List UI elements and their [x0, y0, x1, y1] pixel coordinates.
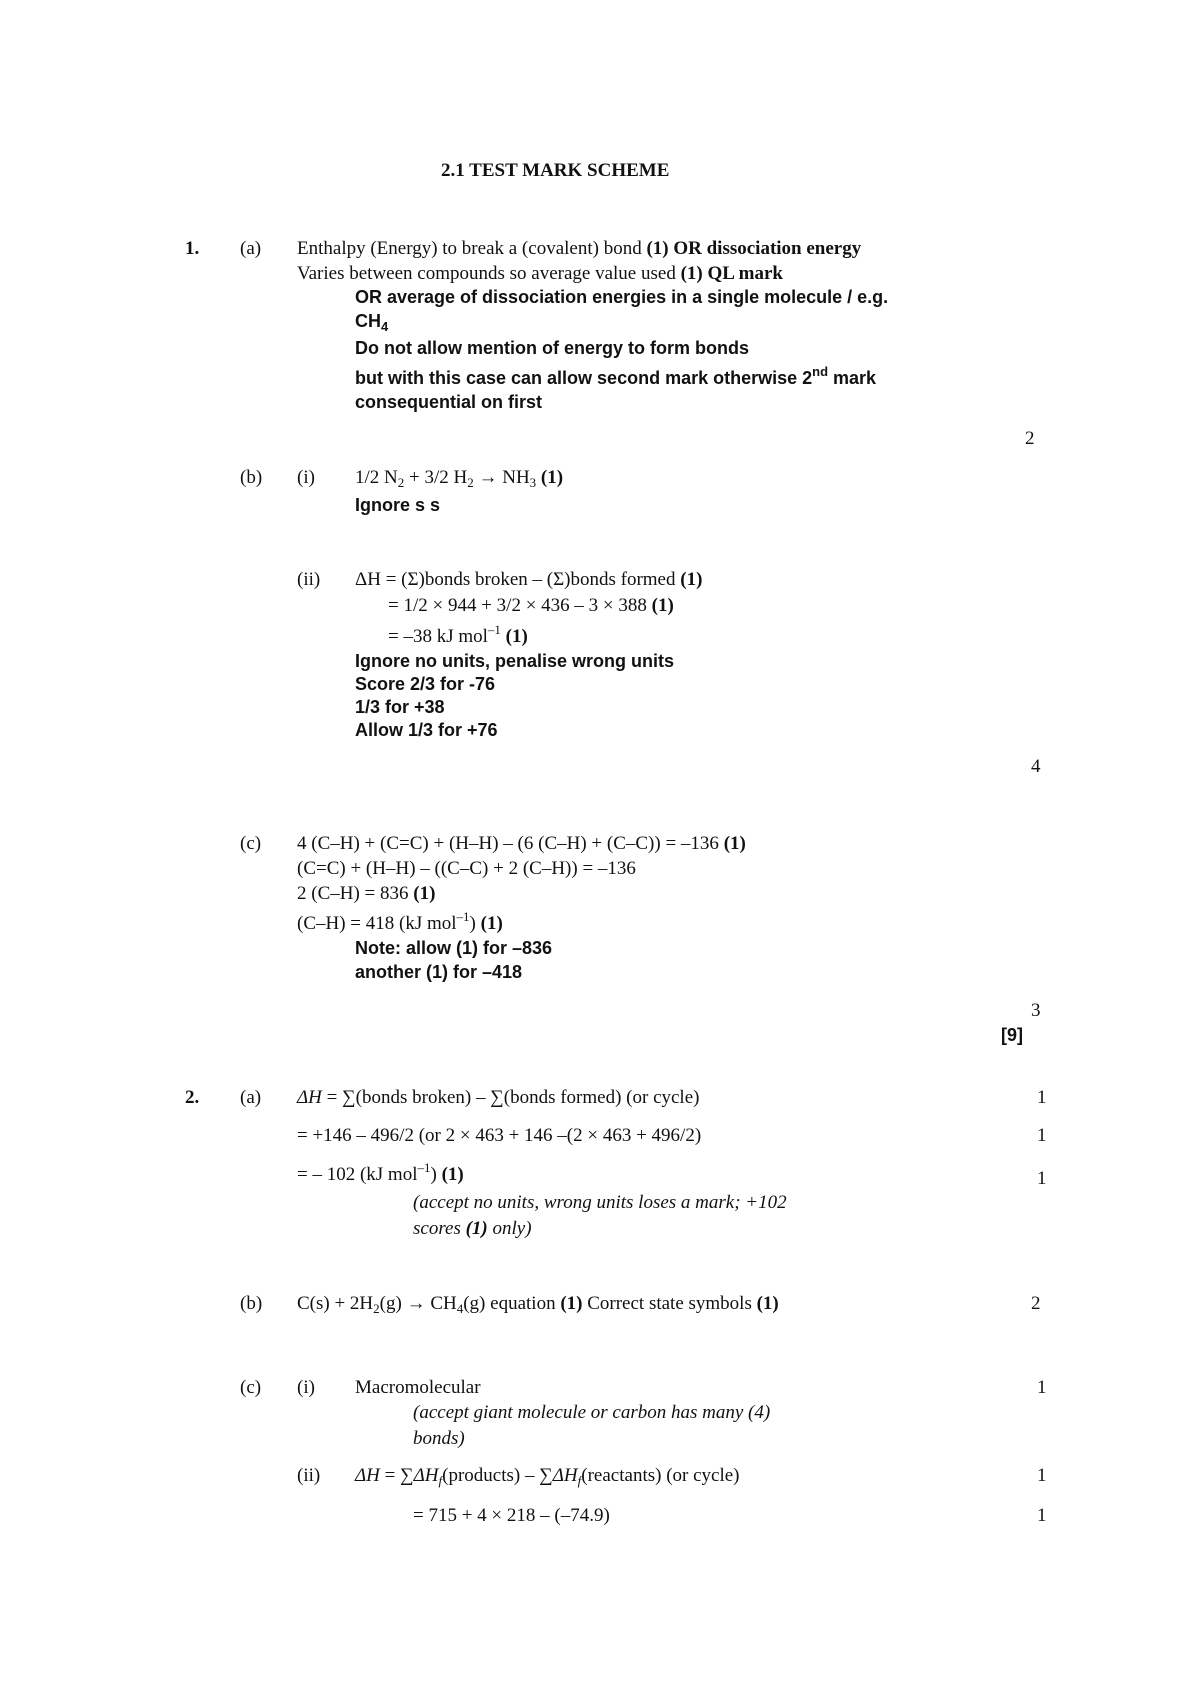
q2c-i-mark: 1: [1037, 1377, 1047, 1398]
q1b-ii-line1: ΔH = (Σ)bonds broken – (Σ)bonds formed (1): [355, 569, 703, 590]
q1c-note1: Note: allow (1) for –836: [355, 938, 553, 958]
q1c-line2: (C=C) + (H–H) – ((C–C) + 2 (C–H)) = –136: [297, 858, 636, 879]
q2a-line3: = – 102 (kJ mol$^{-1}$) (1): [297, 1160, 464, 1185]
q1b-i-label: (i): [297, 467, 315, 488]
q2a-label: (a): [240, 1087, 262, 1108]
q2a-note1: (accept no units, wrong units loses a mark; +102: [413, 1192, 787, 1213]
q1a-line1: Enthalpy (Energy) to break a (covalent) bond (1) OR dissociation energy: [297, 238, 862, 259]
q1c-label: (c): [240, 833, 262, 854]
q2b-marks: 2: [1031, 1293, 1041, 1314]
q2b-label: (b): [240, 1293, 263, 1314]
q1b-i-equation: 1/2 $N_2 + 3/2$ $H_2 \to NH_3$ (1): [355, 467, 564, 490]
q1b-i-note: Ignore s s: [355, 495, 441, 515]
q1b-ii-line3: = –38 kJ mol$^{-1}$ (1): [388, 622, 528, 647]
q2c-label: (c): [240, 1377, 262, 1398]
q2c-i-label: (i): [297, 1377, 315, 1398]
q2a-mark3: 1: [1037, 1168, 1047, 1189]
q1c-line4: (C–H) = 418 (kJ mol$^{-1}$) (1): [297, 909, 503, 934]
q1a-note1b: $CH_4$: [355, 311, 389, 334]
q1a-note4: consequential on first: [355, 392, 543, 412]
q2c-i-text: Macromolecular: [355, 1377, 481, 1398]
q1b-ii-line2: = 1/2 × 944 + 3/2 × 436 – 3 × 388 (1): [388, 595, 674, 616]
q1a-label: (a): [240, 238, 262, 259]
q1b-label: (b): [240, 467, 263, 488]
q1b-ii-note1: Ignore no units, penalise wrong units: [355, 651, 675, 671]
q1a-note1: OR average of dissociation energies in a single molecule / e.g.: [355, 287, 889, 307]
q2a-line1: ΔH = ∑(bonds broken) – ∑(bonds formed) (or cycle): [297, 1087, 700, 1108]
q2b-equation: $C(s) + 2H_2(g) \to CH_4(g)$ equation (1) Correct state symbols (1): [297, 1293, 779, 1316]
q1a-marks: 2: [1025, 428, 1035, 449]
q1c-line1: 4 (C–H) + (C=C) + (H–H) – (6 (C–H) + (C–C)) = –136 (1): [297, 833, 746, 854]
q2c-ii-label: (ii): [297, 1465, 321, 1486]
q1b-marks: 4: [1031, 756, 1041, 777]
q2c-i-note1: (accept giant molecule or carbon has many (4): [413, 1402, 771, 1423]
q1b-ii-label: (ii): [297, 569, 321, 590]
q1b-ii-note2: Score 2/3 for -76: [355, 674, 496, 694]
q1a-note3: but with this case can allow second mark otherwise 2nd mark: [355, 364, 877, 388]
q2a-mark2: 1: [1037, 1125, 1047, 1146]
q1b-ii-note3: 1/3 for +38: [355, 697, 445, 717]
q1c-note2: another (1) for –418: [355, 962, 523, 982]
q2a-line2: = +146 – 496/2 (or 2 × 463 + 146 –(2 × 463 + 496/2): [297, 1125, 702, 1146]
q1c-marks: 3: [1031, 1000, 1041, 1021]
q1c-line3: 2 (C–H) = 836 (1): [297, 883, 436, 904]
q2a-note2: scores (1) only): [413, 1218, 532, 1239]
q1-total-marks: [9]: [1001, 1025, 1023, 1045]
q2c-ii-mark: 1: [1037, 1465, 1047, 1486]
q1a-note2: Do not allow mention of energy to form bonds: [355, 338, 749, 358]
q1b-ii-note4: Allow 1/3 for +76: [355, 720, 498, 740]
q2c-ii-line2: = 715 + 4 × 218 – (–74.9): [413, 1505, 610, 1526]
q1a-line2: Varies between compounds so average value used (1) QL mark: [297, 263, 783, 284]
q2c-i-note2: bonds): [413, 1428, 465, 1449]
q2c-ii-line1: $\Delta H = \sum\Delta H_f(products)$ – $\sum\Delta H_f(reactants)$ (or cycle): [355, 1465, 740, 1488]
q2-number: 2.: [185, 1087, 200, 1108]
q1-number: 1.: [185, 238, 200, 259]
page-title: 2.1 TEST MARK SCHEME: [441, 160, 670, 181]
q2c-ii-line2-mark: 1: [1037, 1505, 1047, 1526]
q2a-mark1: 1: [1037, 1087, 1047, 1108]
